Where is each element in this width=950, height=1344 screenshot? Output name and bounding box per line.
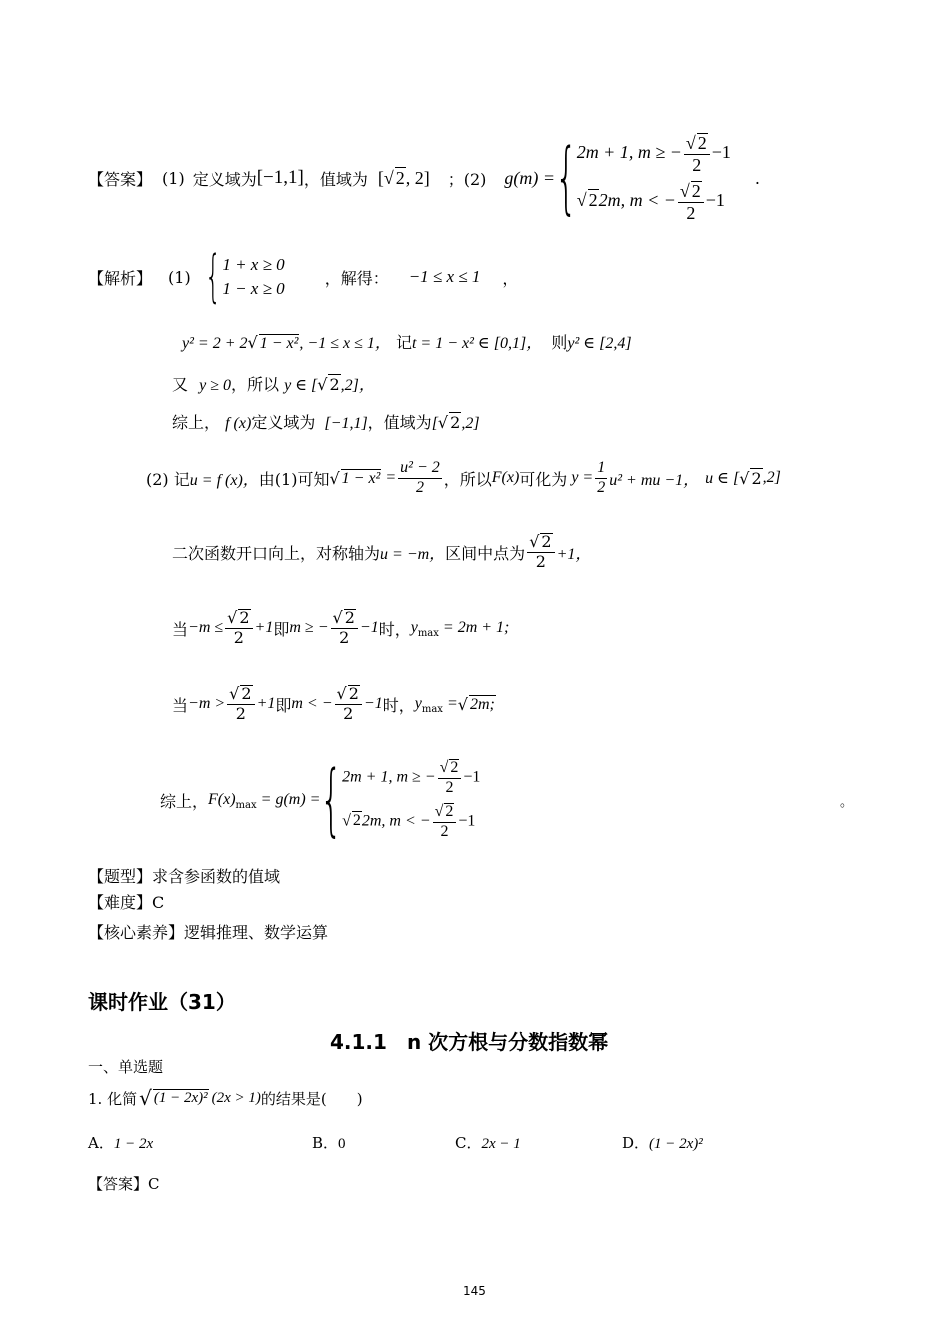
question-type: 一、单选题 — [88, 1058, 164, 1076]
w1-sub: max — [417, 627, 439, 639]
quad-d: +1， — [556, 545, 592, 563]
p2-c: 由(1)可知 — [258, 469, 330, 489]
answer-part1: (1) — [162, 168, 185, 188]
frac-den: 2 — [597, 478, 606, 496]
w2-i: = — [446, 695, 458, 712]
case1-b: −1 — [711, 142, 731, 163]
sum2-c: = g(m) = — [260, 791, 321, 808]
option-a-val: 1 − 2x — [113, 1136, 154, 1152]
sqrt-sign: √ — [317, 375, 328, 394]
option-d-label: D． — [622, 1134, 650, 1152]
analysis-system — [222, 255, 284, 299]
sqrt-radicand: 2 — [329, 375, 340, 394]
frac-den: 2 — [233, 628, 244, 647]
summary2-end: 。 — [840, 795, 854, 810]
quad-b: u = −m， — [380, 545, 446, 563]
w1-c: +1 — [254, 619, 274, 636]
you-b: y ≥ 0 — [199, 377, 231, 394]
p2-e: F(x) — [491, 469, 520, 486]
option-c-val: 2x − 1 — [481, 1136, 521, 1152]
sqrt-sign: √ — [227, 608, 238, 628]
answer-label: 【答案】 — [88, 169, 153, 189]
sum2-sub: max — [235, 799, 257, 811]
case2-b: −1 — [705, 190, 725, 211]
analysis-part2-line: (2) 记 u = f (x)， 由(1)可知 √ 1 − x² = $\frac{\text{u² − 2}}{2}$ ，所以 F(x) 可化为 y = $\frac{1}{2}$ u² + mu −1， u ∈ [ √ 2 ,2] — [146, 458, 781, 496]
case1-b: −1 — [463, 768, 481, 786]
answer-case1 — [577, 133, 731, 175]
sqrt-sign: √ — [329, 468, 340, 488]
w2-j: 2m; — [469, 695, 495, 713]
answer-domain-text: 定义域为 — [192, 169, 257, 189]
analysis-solve-val: −1 ≤ x ≤ 1 — [408, 267, 481, 286]
w2-e: m < − — [291, 695, 333, 712]
sqrt-sign: √ — [332, 608, 343, 628]
analysis-comma: ， — [502, 268, 519, 288]
y2-a: y² = 2 + 2 — [182, 335, 248, 352]
w1-i: = 2m + 1; — [442, 619, 510, 636]
w2-a: 当 — [172, 695, 189, 715]
sum1-b: f (x) — [225, 415, 252, 432]
you-d: y ∈ [ — [284, 377, 318, 394]
answer-domain-val: [−1,1] — [256, 167, 304, 188]
sqrt-sign: √ — [739, 468, 750, 488]
answer-range-text: ，值域为 — [303, 169, 368, 189]
answer-case2 — [577, 181, 731, 223]
sqrt-sign: √ — [342, 812, 351, 830]
section-title: 4.1.1 n 次方根与分数指数幂 — [330, 1030, 609, 1054]
homework-answer — [88, 1173, 160, 1194]
p2-a: (2) 记 — [146, 469, 190, 489]
meta-type — [88, 864, 280, 887]
p2-g: y = — [571, 469, 594, 486]
sqrt-sign: √ — [229, 684, 240, 704]
q1-rad: (1 − 2x)² — [153, 1090, 208, 1106]
sqrt-radicand: 2 — [751, 469, 762, 488]
case1-a: 2m + 1, m ≥ − — [342, 768, 436, 786]
left-brace-icon: { — [320, 755, 343, 845]
w1-f: −1 — [359, 619, 379, 636]
hw-ans-val: C — [148, 1175, 160, 1193]
sqrt-sign: √ — [247, 333, 258, 352]
left-brace-icon: { — [204, 244, 221, 309]
sqrt-radicand: 2 — [348, 684, 359, 704]
sum2-a: 综上， — [160, 791, 209, 811]
hw-ans-label: 【答案】 — [88, 1175, 149, 1193]
case2-a: 2m, m < − — [361, 812, 431, 830]
option-a[interactable] — [88, 1132, 153, 1153]
sum1-e: ，值域为 — [367, 413, 432, 432]
analysis-when2-line — [172, 678, 496, 730]
sqrt-radicand: 2 — [691, 181, 701, 201]
frac-den: 2 — [692, 155, 702, 176]
sum1-a: 综上， — [172, 413, 221, 432]
w2-b: −m > — [188, 695, 226, 712]
y2-rad: 1 − x² — [259, 335, 299, 352]
sqrt-radicand: 2 — [344, 608, 355, 628]
frac-den: 2 — [235, 704, 246, 723]
option-c[interactable] — [455, 1132, 521, 1153]
p2-f: 可化为 — [519, 469, 568, 489]
sqrt-radicand: 2 — [395, 168, 405, 188]
analysis-label: 【解析】 — [88, 268, 153, 288]
w2-sub: max — [421, 703, 443, 715]
frac-den: 2 — [339, 628, 350, 647]
left-brace-icon: { — [555, 133, 578, 223]
p2-i: u ∈ [ — [705, 470, 740, 487]
q1-b: (2x > 1) — [211, 1089, 261, 1106]
option-d[interactable] — [622, 1132, 703, 1153]
sqrt-radicand: 2 — [445, 803, 454, 820]
answer-line — [88, 128, 760, 228]
analysis-part1: (1) — [168, 267, 191, 287]
analysis-line-y2 — [182, 330, 632, 353]
analysis-summary2 — [160, 748, 480, 852]
y2-c: 记 — [395, 333, 412, 352]
q1-a: 1. 化简 — [88, 1089, 138, 1108]
quad-c: 区间中点为 — [445, 543, 526, 563]
w1-a: 当 — [172, 619, 189, 639]
w2-f: −1 — [363, 695, 383, 712]
p2-den: 2 — [415, 478, 424, 496]
you-c: ，所以 — [231, 375, 280, 394]
analysis-line1 — [88, 244, 519, 309]
p2-j: ,2] — [762, 469, 781, 486]
meta-difficulty — [88, 890, 164, 913]
meta-type-label: 【题型】 — [88, 867, 153, 886]
option-b-label: B． — [312, 1134, 339, 1152]
frac-den: 2 — [686, 202, 696, 223]
homework-title: 课时作业（31） — [88, 990, 236, 1014]
meta-type-val: 求含参函数的值域 — [152, 867, 281, 886]
y2-f: y² ∈ [2,4] — [567, 335, 632, 352]
sqrt-sign: √ — [434, 803, 444, 820]
sqrt-radicand: 2 — [241, 684, 252, 704]
sqrt-sign: √ — [336, 684, 347, 704]
sqrt-sign: √ — [679, 181, 690, 201]
frac-den: 2 — [440, 822, 449, 840]
w1-h: y — [410, 619, 418, 636]
case2-b: −1 — [458, 812, 476, 830]
p2-rad: 1 − x² — [341, 469, 381, 487]
sqrt-sign: √ — [139, 1086, 152, 1110]
sqrt-radicand: 2 — [352, 812, 361, 830]
case2-a: 2m, m < − — [598, 190, 676, 211]
q1-c: 的结果是( ) — [260, 1089, 363, 1108]
y2-e: 则 — [551, 333, 568, 352]
sqrt-sign: √ — [439, 759, 449, 777]
system-eq1: 1 + x ≥ 0 — [222, 255, 285, 274]
you-e: ,2]， — [340, 377, 375, 394]
system-eq2: 1 − x ≥ 0 — [222, 279, 285, 298]
sqrt-radicand: 2 — [450, 759, 459, 777]
sqrt-radicand: 2 — [239, 608, 250, 628]
quad-a: 二次函数开口向上，对称轴为 — [172, 543, 381, 563]
answer-range-val: [√ 2, 2] — [377, 168, 430, 188]
w1-e: m ≥ − — [289, 619, 329, 636]
frac-num: 1 — [595, 460, 607, 479]
w2-h: y — [414, 695, 422, 712]
meta-diff-label: 【难度】 — [88, 893, 153, 912]
frac-den: 2 — [343, 704, 354, 723]
p2-h: u² + mu −1， — [609, 471, 700, 489]
answer-part2: ；(2) — [447, 169, 487, 189]
w1-b: −m ≤ — [188, 619, 224, 636]
analysis-quad-line — [172, 526, 591, 578]
w2-c: +1 — [256, 695, 276, 712]
option-d-val: (1 − 2x)² — [649, 1136, 703, 1152]
sqrt-radicand: 2 — [541, 532, 552, 552]
sum2-b: F(x) — [208, 791, 236, 808]
y2-b: , −1 ≤ x ≤ 1， — [299, 335, 391, 352]
option-b[interactable] — [312, 1132, 346, 1153]
answer-cases — [577, 133, 731, 223]
meta-core-label: 【核心素养】 — [88, 923, 185, 942]
sum1-c: 定义域为 — [251, 413, 316, 432]
frac-den: 2 — [535, 552, 546, 571]
sum1-d: [−1,1] — [324, 415, 368, 432]
summary-cases — [342, 759, 480, 840]
sqrt-radicand: 2 — [588, 190, 598, 211]
answer-g-lhs: g(m) = — [504, 167, 556, 188]
p2-b: u = f (x)， — [189, 471, 259, 489]
sqrt-sign: √ — [529, 532, 540, 552]
frac-den: 2 — [445, 779, 454, 797]
sum1-f: ,2] — [461, 415, 480, 432]
sqrt-sign: √ — [685, 133, 696, 154]
meta-core — [88, 920, 328, 943]
w2-d: 即 — [275, 695, 292, 715]
sqrt-sign: √ — [457, 694, 468, 714]
analysis-line-you — [172, 372, 375, 395]
p2-d: ，所以 — [443, 469, 492, 489]
analysis-solve: ，解得： — [324, 268, 389, 288]
option-c-label: C． — [455, 1134, 482, 1152]
range-upper: 2 — [414, 168, 424, 188]
page-number: 145 — [463, 1284, 486, 1298]
y2-d: t = 1 − x² ∈ [0,1]， — [411, 335, 543, 352]
you-a: 又 — [172, 375, 189, 394]
answer-end: . — [754, 168, 760, 188]
option-a-label: A． — [88, 1134, 114, 1152]
sqrt-sign: √ — [437, 413, 449, 432]
sqrt-radicand: 2 — [450, 413, 461, 432]
w1-g: 时， — [378, 619, 411, 639]
meta-core-val: 逻辑推理、数学运算 — [184, 923, 329, 942]
case1-a: 2m + 1, m ≥ − — [576, 142, 682, 163]
w1-d: 即 — [273, 619, 290, 639]
sqrt-sign: √ — [576, 190, 587, 211]
w2-g: 时， — [382, 695, 415, 715]
sqrt-sign: √ — [383, 168, 394, 188]
meta-diff-val: C — [152, 893, 165, 912]
question-1 — [88, 1086, 363, 1110]
analysis-summary1: 综上， f (x)定义域为 [−1,1]，值域为[√ 2,2] — [172, 413, 480, 432]
p2-num: u² − 2 — [398, 460, 442, 479]
option-b-val: 0 — [338, 1136, 346, 1152]
sqrt-radicand: 2 — [697, 133, 707, 154]
analysis-when1-line — [172, 602, 509, 654]
